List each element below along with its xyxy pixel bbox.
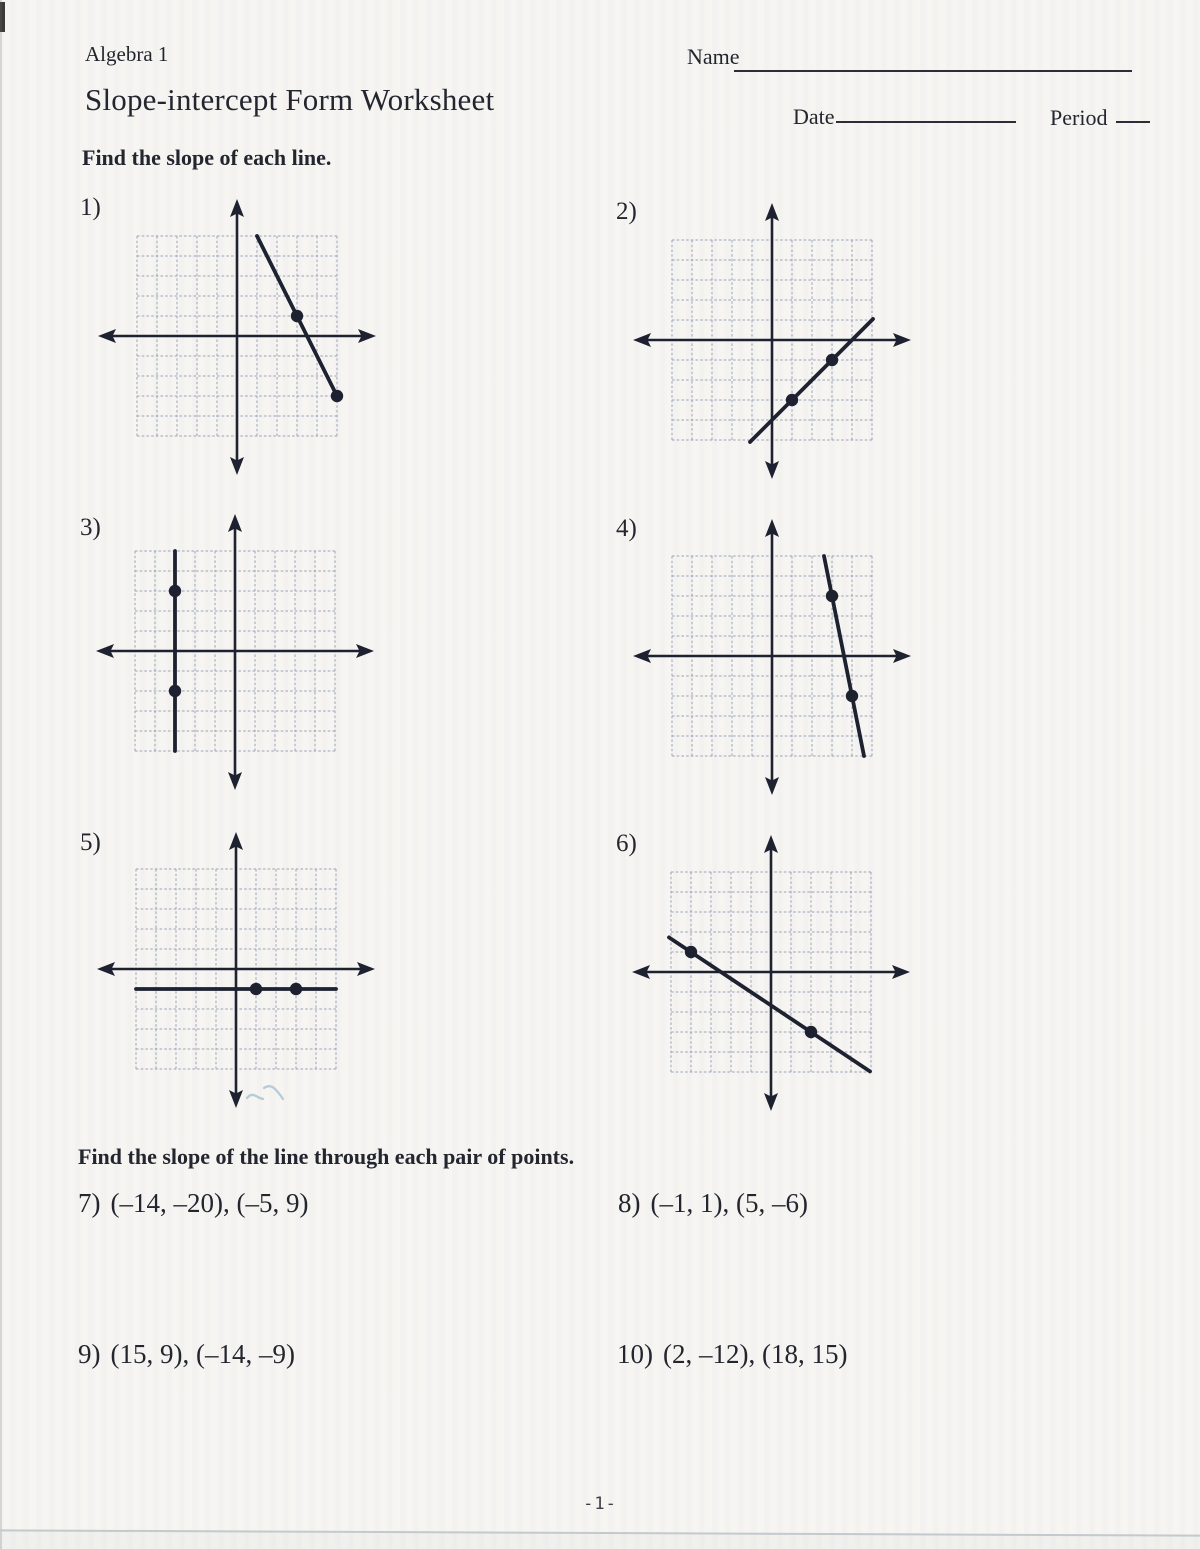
- graph-1-number: 1): [80, 194, 101, 221]
- graph-3-coordinate-plot: [85, 501, 385, 801]
- date-label: Date: [793, 104, 835, 129]
- problem-8-points: (–1, 1), (5, –6): [650, 1188, 808, 1218]
- date-blank-line: [836, 121, 1016, 123]
- name-label: Name: [687, 44, 740, 69]
- graph-2-coordinate-plot: [622, 190, 922, 490]
- problem-10: [617, 1339, 847, 1370]
- problem-9: [78, 1339, 295, 1370]
- problem-7-number: 7): [78, 1188, 101, 1218]
- graph-1-coordinate-plot: [87, 186, 387, 486]
- graph-3-number: 3): [80, 514, 101, 541]
- section-heading-slope-through-points: Find the slope of the line through each pair of points.: [78, 1144, 575, 1169]
- course-label: Algebra 1: [85, 42, 169, 66]
- section-heading-find-slope-of-line: Find the slope of each line.: [82, 145, 332, 170]
- problem-10-points: (2, –12), (18, 15): [663, 1339, 848, 1369]
- problem-7-points: (–14, –20), (–5, 9): [110, 1188, 309, 1218]
- graph-5-coordinate-plot: [86, 819, 386, 1119]
- period-label: Period: [1050, 105, 1108, 130]
- scan-artifact-bottom-edge: [0, 1529, 1200, 1549]
- graph-2-number: 2): [616, 198, 637, 225]
- worksheet-title: Slope-intercept Form Worksheet: [85, 82, 495, 117]
- problem-8: [618, 1188, 808, 1219]
- graph-6-number: 6): [616, 830, 637, 857]
- blue-pen-scribble: [242, 1082, 290, 1112]
- problem-7: [78, 1188, 308, 1219]
- name-blank-line: [734, 70, 1132, 72]
- problem-9-number: 9): [78, 1339, 101, 1369]
- problem-9-points: (15, 9), (–14, –9): [110, 1339, 295, 1369]
- problem-8-number: 8): [618, 1188, 641, 1218]
- graph-5-number: 5): [80, 829, 101, 856]
- problem-10-number: 10): [617, 1339, 653, 1369]
- graph-4-coordinate-plot: [622, 506, 922, 806]
- graph-4-number: 4): [616, 515, 637, 542]
- graph-6-coordinate-plot: [621, 822, 921, 1122]
- page-number: -1-: [583, 1494, 617, 1514]
- scan-artifact-left-edge: [0, 0, 2, 1549]
- period-blank-line: [1116, 121, 1150, 123]
